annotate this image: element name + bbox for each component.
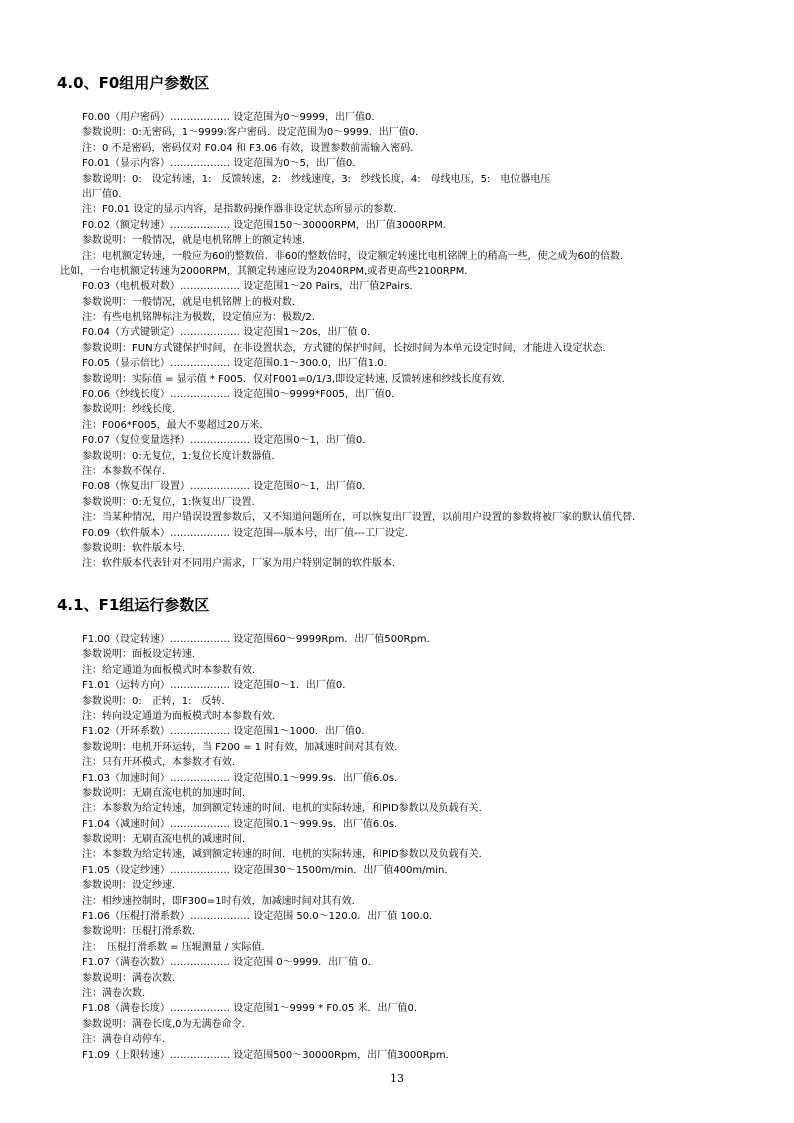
text-line: 参数说明：设定纱速． <box>82 880 182 892</box>
text-line: 参数说明：满卷次数． <box>82 972 182 984</box>
text-line: 注：转向设定通道为面板模式时本参数有效． <box>82 710 282 722</box>
section-heading-f0: 4.0、F0组用户参数区 <box>57 74 210 92</box>
text-line: F0.07（复位变量选择）……………… 设定范围0～1，出厂值0． <box>82 435 373 447</box>
text-line: 注：本参数为给定转速，减到额定转速的时间．电机的实际转速，和PID参数以及负载有关． <box>82 849 489 861</box>
text-line: 参数说明：0: 正转，1: 反转． <box>82 695 232 707</box>
text-line: 注：本参数不保存． <box>82 465 172 477</box>
text-line: 参数说明：0:无复位，1:恢复出厂设置． <box>82 496 262 508</box>
text-line: 注：0 不是密码，密码仅对 F0.04 和 F3.06 有效，设置参数前需输入密码． <box>82 142 421 154</box>
text-line: 注：本参数为给定转速，加到额定转速的时间．电机的实际转速，和PID参数以及负载有关． <box>82 803 489 815</box>
text-line: F1.00（设定转速）……………… 设定范围60～9999Rpm．出厂值500Rpm． <box>82 634 437 645</box>
text-line: 参数说明：电机开环运转，当 F200 = 1 时有效，加减速时间对其有效． <box>82 741 405 753</box>
text-line: 参数说明：一般情况，就是电机铭牌上的额定转速． <box>82 235 312 247</box>
text-line: 比如，一台电机额定转速为2000RPM，其额定转速应设为2040RPM,或者更高些2100RPM． <box>60 265 475 277</box>
section-heading-f1: 4.1、F1组运行参数区 <box>57 596 210 614</box>
text-line: 参数说明：无刷直流电机的加速时间． <box>82 787 252 799</box>
text-line: 注：软件版本代表针对不同用户需求，厂家为用户特别定制的软件版本． <box>82 558 402 570</box>
text-line: 注：F006*F005，最大不要超过20万米． <box>82 419 270 431</box>
text-line: 参数说明：实际值 = 显示值 * F005．仅对F001=0/1/3,即设定转速, 反馈转速和纱线长度有效． <box>82 373 512 385</box>
text-line: F0.01（显示内容）……………… 设定范围为0～5，出厂值0． <box>82 158 363 170</box>
text-line: 参数说明：0:无密码，1～9999:客户密码．设定范围为0～9999．出厂值0． <box>82 127 426 139</box>
text-line: 参数说明：0:无复位，1:复位长度计数器值． <box>82 450 282 462</box>
text-line: F0.06（纱线长度）……………… 设定范围0～9999*F005，出厂值0． <box>82 389 402 401</box>
text-line: F0.08（恢复出厂设置）……………… 设定范围0～1，出厂值0． <box>82 481 373 493</box>
text-line: 注：相纱速控制时，即F300=1时有效，加减速时间对其有效． <box>82 895 362 907</box>
text-line: F0.00（用户密码）……………… 设定范围为0～9999，出厂值0． <box>82 112 382 123</box>
text-line: F0.09（软件版本）……………… 设定范围---版本号，出厂值---工厂设定． <box>82 527 415 539</box>
text-line: 注：只有开环模式，本参数才有效． <box>82 757 242 769</box>
text-line: 注：电机额定转速，一般应为60的整数倍．非60的整数倍时，设定额定转速比电机铭牌上的稍高一些，使之成为60的倍数． <box>82 250 631 262</box>
text-line: F0.03（电机极对数）……………… 设定范围1～20 Pairs，出厂值2Pairs． <box>82 281 420 293</box>
text-line: 参数说明：0: 设定转速，1: 反馈转速，2: 纱线速度，3: 纱线长度，4: 母线电压，5: 电位器电压 <box>82 173 551 185</box>
text-line: F0.05（显示倍比）……………… 设定范围0.1～300.0，出厂值1.0． <box>82 358 394 370</box>
text-line: F1.02（开环系数）……………… 设定范围1～1000．出厂值0． <box>82 726 372 738</box>
text-line: 注：F0.01 设定的显示内容，是指数码操作器非设定状态所显示的参数． <box>82 204 404 216</box>
text-line: 注：有些电机铭牌标注为极数，设定值应为：极数/2． <box>82 312 322 324</box>
text-line: 注：满卷自动停车． <box>82 1034 172 1046</box>
text-line: F1.03（加速时间）……………… 设定范围0.1～999.9s．出厂值6.0s． <box>82 772 405 784</box>
text-line: 注：满卷次数． <box>82 987 152 999</box>
text-line: 参数说明：一般情况，就是电机铭牌上的极对数． <box>82 296 302 308</box>
text-line: F1.09（上限转速）……………… 设定范围500～30000Rpm，出厂值3000Rpm． <box>82 1049 456 1061</box>
text-line: F1.01（运转方向）……………… 设定范围0～1．出厂值0． <box>82 680 353 692</box>
text-line: 参数说明：压棍打滑系数． <box>82 926 202 938</box>
text-line: F0.04（方式键锁定）……………… 设定范围1～20s，出厂值 0． <box>82 327 378 339</box>
text-line: F1.05（设定纱速）……………… 设定范围30～1500m/min．出厂值400m/min． <box>82 864 455 876</box>
text-line: 注： 压棍打滑系数 = 压辊测量 / 实际值． <box>82 941 272 953</box>
page-number: 13 <box>390 1072 404 1085</box>
text-line: F1.07（满卷次数）……………… 设定范围 0～9999．出厂值 0． <box>82 957 378 969</box>
text-line: F1.08（满卷长度）……………… 设定范围1～9999 * F0.05 米．出厂值0． <box>82 1003 424 1015</box>
section-body-f1 <box>60 632 760 1063</box>
text-line: F0.02（额定转速）……………… 设定范围150～30000RPM，出厂值3000RPM． <box>82 219 453 231</box>
text-line: 参数说明：面板设定转速． <box>82 649 202 661</box>
text-line: 注：当某种情况，用户错误设置参数后，又不知道问题所在，可以恢复出厂设置，以前用户设置的参数将被厂家的默认值代替． <box>82 512 642 524</box>
text-line: 参数说明：无刷直流电机的减速时间． <box>82 834 252 846</box>
text-line: 参数说明：软件版本号． <box>82 542 192 554</box>
text-line: 参数说明：纱线长度． <box>82 404 182 416</box>
text-line: F1.04（减速时间）……………… 设定范围0.1～999.9s．出厂值6.0s． <box>82 818 405 830</box>
text-line: 注：给定通道为面板模式时本参数有效． <box>82 664 262 676</box>
text-line: 参数说明：FUN方式键保护时间，在非设置状态，方式键的保护时间，长按时间为本单元设定时间，才能进入设定状态． <box>82 342 613 354</box>
section-body-f0 <box>60 110 760 572</box>
text-line: F1.06（压棍打滑系数）……………… 设定范围 50.0～120.0．出厂值 100.0． <box>82 911 440 923</box>
text-line: 参数说明：满卷长度,0为无满卷命令． <box>82 1018 252 1030</box>
text-line: 出厂值0． <box>82 188 129 200</box>
